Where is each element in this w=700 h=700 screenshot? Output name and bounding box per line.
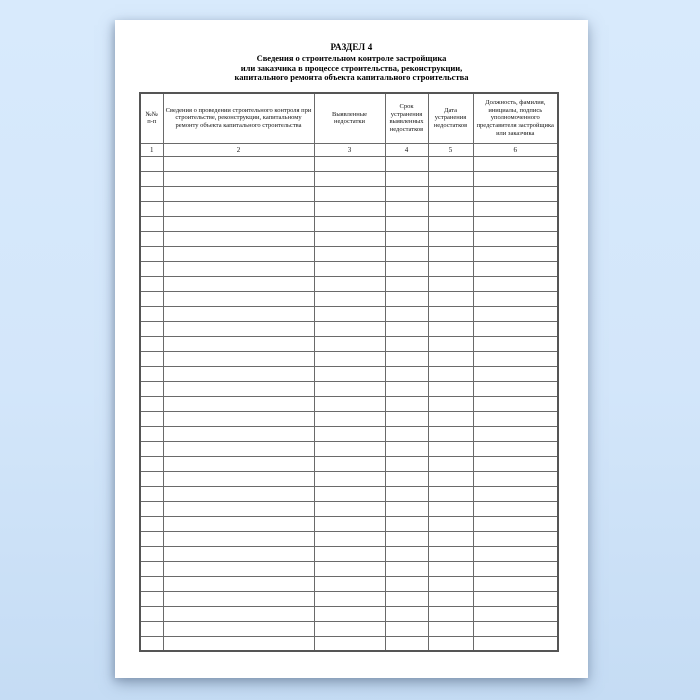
empty-cell-col-4 — [385, 156, 428, 171]
empty-cell-col-4 — [385, 276, 428, 291]
empty-cell-col-6 — [473, 261, 558, 276]
empty-cell-col-1 — [140, 471, 163, 486]
table-row — [140, 591, 558, 606]
empty-cell-col-5 — [428, 546, 473, 561]
table-row — [140, 261, 558, 276]
empty-cell-col-2 — [163, 621, 314, 636]
empty-cell-col-2 — [163, 321, 314, 336]
empty-cell-col-1 — [140, 231, 163, 246]
empty-cell-col-3 — [314, 426, 385, 441]
empty-cell-col-6 — [473, 621, 558, 636]
empty-cell-col-3 — [314, 636, 385, 651]
empty-cell-col-1 — [140, 381, 163, 396]
column-number-4: 4 — [385, 143, 428, 156]
table-row — [140, 636, 558, 651]
empty-cell-col-2 — [163, 441, 314, 456]
column-number-6: 6 — [473, 143, 558, 156]
table-row — [140, 516, 558, 531]
empty-cell-col-6 — [473, 501, 558, 516]
table-row — [140, 276, 558, 291]
empty-cell-col-5 — [428, 246, 473, 261]
empty-cell-col-3 — [314, 531, 385, 546]
empty-cell-col-3 — [314, 216, 385, 231]
empty-cell-col-4 — [385, 411, 428, 426]
table-row — [140, 321, 558, 336]
empty-cell-col-5 — [428, 306, 473, 321]
empty-cell-col-6 — [473, 351, 558, 366]
empty-cell-col-2 — [163, 201, 314, 216]
empty-cell-col-2 — [163, 276, 314, 291]
empty-cell-col-5 — [428, 576, 473, 591]
empty-cell-col-6 — [473, 456, 558, 471]
empty-cell-col-2 — [163, 576, 314, 591]
empty-cell-col-2 — [163, 606, 314, 621]
empty-cell-col-6 — [473, 336, 558, 351]
empty-cell-col-1 — [140, 411, 163, 426]
empty-cell-col-4 — [385, 216, 428, 231]
empty-cell-col-2 — [163, 171, 314, 186]
empty-cell-col-1 — [140, 606, 163, 621]
empty-cell-col-4 — [385, 636, 428, 651]
empty-cell-col-2 — [163, 351, 314, 366]
empty-cell-col-3 — [314, 201, 385, 216]
empty-cell-col-3 — [314, 381, 385, 396]
empty-cell-col-2 — [163, 471, 314, 486]
empty-cell-col-4 — [385, 576, 428, 591]
empty-cell-col-5 — [428, 606, 473, 621]
document-subtitle — [115, 54, 588, 83]
empty-cell-col-5 — [428, 621, 473, 636]
empty-cell-col-5 — [428, 636, 473, 651]
empty-cell-col-1 — [140, 576, 163, 591]
empty-cell-col-6 — [473, 171, 558, 186]
subtitle-line: Сведения о строительном контроле застройщика — [256, 53, 447, 63]
empty-cell-col-1 — [140, 396, 163, 411]
empty-cell-col-2 — [163, 381, 314, 396]
empty-cell-col-3 — [314, 321, 385, 336]
empty-cell-col-2 — [163, 516, 314, 531]
table-row — [140, 471, 558, 486]
empty-cell-col-3 — [314, 186, 385, 201]
table-row — [140, 336, 558, 351]
column-number-3: 3 — [314, 143, 385, 156]
empty-cell-col-5 — [428, 276, 473, 291]
empty-cell-col-1 — [140, 456, 163, 471]
empty-cell-col-5 — [428, 441, 473, 456]
empty-cell-col-5 — [428, 591, 473, 606]
empty-cell-col-1 — [140, 546, 163, 561]
table-header-row — [140, 93, 558, 143]
empty-cell-col-5 — [428, 426, 473, 441]
empty-cell-col-1 — [140, 321, 163, 336]
empty-cell-col-1 — [140, 636, 163, 651]
empty-cell-col-4 — [385, 591, 428, 606]
empty-cell-col-1 — [140, 186, 163, 201]
empty-cell-col-1 — [140, 531, 163, 546]
table-row — [140, 381, 558, 396]
table-row — [140, 216, 558, 231]
empty-cell-col-2 — [163, 411, 314, 426]
table-row — [140, 156, 558, 171]
empty-cell-col-3 — [314, 456, 385, 471]
empty-cell-col-5 — [428, 156, 473, 171]
empty-cell-col-2 — [163, 261, 314, 276]
column-header-1: №№ п-п — [140, 93, 163, 143]
empty-cell-col-3 — [314, 261, 385, 276]
table-row — [140, 606, 558, 621]
empty-cell-col-5 — [428, 336, 473, 351]
empty-cell-col-6 — [473, 546, 558, 561]
subtitle-line: или заказчика в процессе строительства, реконструкции, — [240, 62, 463, 73]
empty-cell-col-6 — [473, 486, 558, 501]
empty-cell-col-5 — [428, 186, 473, 201]
subtitle-line: капитального ремонта объекта капитального строительства — [234, 72, 469, 82]
empty-cell-col-1 — [140, 246, 163, 261]
empty-cell-col-6 — [473, 306, 558, 321]
table-row — [140, 501, 558, 516]
empty-cell-col-4 — [385, 246, 428, 261]
empty-cell-col-4 — [385, 441, 428, 456]
empty-cell-col-2 — [163, 501, 314, 516]
empty-cell-col-1 — [140, 366, 163, 381]
table-row — [140, 531, 558, 546]
empty-cell-col-5 — [428, 351, 473, 366]
empty-cell-col-5 — [428, 411, 473, 426]
empty-cell-col-3 — [314, 441, 385, 456]
column-number-2: 2 — [163, 143, 314, 156]
table-row — [140, 396, 558, 411]
empty-cell-col-3 — [314, 246, 385, 261]
empty-cell-col-6 — [473, 186, 558, 201]
empty-cell-col-6 — [473, 441, 558, 456]
empty-cell-col-5 — [428, 501, 473, 516]
empty-cell-col-6 — [473, 231, 558, 246]
empty-cell-col-1 — [140, 276, 163, 291]
empty-cell-col-6 — [473, 606, 558, 621]
empty-cell-col-4 — [385, 396, 428, 411]
empty-cell-col-2 — [163, 306, 314, 321]
empty-cell-col-3 — [314, 336, 385, 351]
empty-cell-col-2 — [163, 561, 314, 576]
column-numbering-row — [140, 143, 558, 156]
empty-cell-col-4 — [385, 231, 428, 246]
empty-cell-col-2 — [163, 186, 314, 201]
empty-cell-col-4 — [385, 381, 428, 396]
table-row — [140, 306, 558, 321]
table-row — [140, 561, 558, 576]
empty-cell-col-1 — [140, 171, 163, 186]
empty-cell-col-3 — [314, 591, 385, 606]
empty-cell-col-6 — [473, 471, 558, 486]
empty-cell-col-4 — [385, 501, 428, 516]
empty-cell-col-3 — [314, 276, 385, 291]
table-body — [140, 93, 558, 651]
empty-cell-col-6 — [473, 321, 558, 336]
empty-cell-col-3 — [314, 546, 385, 561]
table-row — [140, 546, 558, 561]
empty-cell-col-2 — [163, 246, 314, 261]
empty-cell-col-4 — [385, 321, 428, 336]
empty-cell-col-4 — [385, 471, 428, 486]
empty-cell-col-6 — [473, 276, 558, 291]
document-page — [115, 20, 588, 678]
table-row — [140, 246, 558, 261]
empty-cell-col-5 — [428, 366, 473, 381]
empty-cell-col-6 — [473, 156, 558, 171]
empty-cell-col-1 — [140, 351, 163, 366]
empty-cell-col-3 — [314, 306, 385, 321]
empty-cell-col-6 — [473, 396, 558, 411]
empty-cell-col-5 — [428, 531, 473, 546]
empty-cell-col-5 — [428, 171, 473, 186]
empty-cell-col-1 — [140, 306, 163, 321]
empty-cell-col-4 — [385, 426, 428, 441]
empty-cell-col-1 — [140, 621, 163, 636]
table-row — [140, 576, 558, 591]
empty-cell-col-2 — [163, 231, 314, 246]
empty-cell-col-6 — [473, 591, 558, 606]
column-header-5: Дата устранения недостатков — [428, 93, 473, 143]
empty-cell-col-3 — [314, 171, 385, 186]
column-header-6: Должность, фамилия, инициалы, подпись уполномоченного представителя застройщика или заказчика — [473, 93, 558, 143]
empty-cell-col-5 — [428, 561, 473, 576]
empty-cell-col-5 — [428, 231, 473, 246]
empty-cell-col-6 — [473, 201, 558, 216]
empty-cell-col-6 — [473, 366, 558, 381]
empty-cell-col-3 — [314, 351, 385, 366]
empty-cell-col-1 — [140, 156, 163, 171]
empty-cell-col-6 — [473, 516, 558, 531]
column-header-4: Срок устранения выявленных недостатков — [385, 93, 428, 143]
empty-cell-col-2 — [163, 426, 314, 441]
empty-cell-col-3 — [314, 231, 385, 246]
empty-cell-col-4 — [385, 546, 428, 561]
empty-cell-col-2 — [163, 531, 314, 546]
empty-cell-col-4 — [385, 336, 428, 351]
empty-cell-col-6 — [473, 426, 558, 441]
table-row — [140, 201, 558, 216]
empty-cell-col-3 — [314, 291, 385, 306]
empty-cell-col-5 — [428, 396, 473, 411]
empty-cell-col-5 — [428, 456, 473, 471]
empty-cell-col-4 — [385, 306, 428, 321]
table-row — [140, 186, 558, 201]
empty-cell-col-6 — [473, 576, 558, 591]
empty-cell-col-3 — [314, 471, 385, 486]
empty-cell-col-2 — [163, 336, 314, 351]
column-number-1: 1 — [140, 143, 163, 156]
empty-cell-col-1 — [140, 441, 163, 456]
empty-cell-col-6 — [473, 561, 558, 576]
empty-cell-col-4 — [385, 186, 428, 201]
empty-cell-col-4 — [385, 516, 428, 531]
empty-cell-col-5 — [428, 471, 473, 486]
empty-cell-col-4 — [385, 261, 428, 276]
empty-cell-col-4 — [385, 621, 428, 636]
table-row — [140, 411, 558, 426]
empty-cell-col-4 — [385, 351, 428, 366]
empty-cell-col-4 — [385, 201, 428, 216]
empty-cell-col-3 — [314, 561, 385, 576]
empty-cell-col-4 — [385, 531, 428, 546]
empty-cell-col-1 — [140, 336, 163, 351]
table-row — [140, 486, 558, 501]
empty-cell-col-1 — [140, 501, 163, 516]
empty-cell-col-5 — [428, 321, 473, 336]
empty-cell-col-5 — [428, 516, 473, 531]
empty-cell-col-1 — [140, 426, 163, 441]
empty-cell-col-6 — [473, 636, 558, 651]
empty-cell-col-3 — [314, 156, 385, 171]
empty-cell-col-5 — [428, 216, 473, 231]
empty-cell-col-2 — [163, 486, 314, 501]
empty-cell-col-6 — [473, 246, 558, 261]
empty-cell-col-6 — [473, 216, 558, 231]
empty-cell-col-4 — [385, 366, 428, 381]
empty-cell-col-3 — [314, 516, 385, 531]
table-row — [140, 231, 558, 246]
empty-cell-col-3 — [314, 606, 385, 621]
empty-cell-col-6 — [473, 291, 558, 306]
empty-cell-col-2 — [163, 156, 314, 171]
empty-cell-col-3 — [314, 621, 385, 636]
empty-cell-col-1 — [140, 516, 163, 531]
empty-cell-col-2 — [163, 456, 314, 471]
empty-cell-col-2 — [163, 636, 314, 651]
empty-cell-col-1 — [140, 291, 163, 306]
empty-cell-col-2 — [163, 216, 314, 231]
empty-cell-col-1 — [140, 216, 163, 231]
empty-cell-col-6 — [473, 381, 558, 396]
empty-cell-col-2 — [163, 546, 314, 561]
table-row — [140, 291, 558, 306]
empty-cell-col-1 — [140, 486, 163, 501]
empty-cell-col-2 — [163, 591, 314, 606]
empty-cell-col-2 — [163, 366, 314, 381]
table-row — [140, 426, 558, 441]
empty-cell-col-5 — [428, 261, 473, 276]
table-row — [140, 441, 558, 456]
empty-cell-col-4 — [385, 291, 428, 306]
empty-cell-col-5 — [428, 201, 473, 216]
empty-cell-col-3 — [314, 411, 385, 426]
table-row — [140, 621, 558, 636]
empty-cell-col-4 — [385, 456, 428, 471]
empty-cell-col-4 — [385, 171, 428, 186]
table-row — [140, 171, 558, 186]
empty-cell-col-3 — [314, 501, 385, 516]
empty-cell-col-5 — [428, 486, 473, 501]
empty-cell-col-1 — [140, 591, 163, 606]
empty-cell-col-4 — [385, 486, 428, 501]
control-records-table — [139, 92, 559, 652]
empty-cell-col-6 — [473, 531, 558, 546]
empty-cell-col-5 — [428, 291, 473, 306]
column-number-5: 5 — [428, 143, 473, 156]
empty-cell-col-3 — [314, 486, 385, 501]
table-row — [140, 456, 558, 471]
column-header-2: Сведения о проведении строительного контроля при строительстве, реконструкции, капитальному ремонту объекта капитального строительства — [163, 93, 314, 143]
empty-cell-col-3 — [314, 366, 385, 381]
empty-cell-col-1 — [140, 561, 163, 576]
empty-cell-col-5 — [428, 381, 473, 396]
empty-cell-col-1 — [140, 201, 163, 216]
column-header-3: Выявленные недостатки — [314, 93, 385, 143]
empty-cell-col-2 — [163, 291, 314, 306]
empty-cell-col-3 — [314, 396, 385, 411]
empty-cell-col-4 — [385, 561, 428, 576]
empty-cell-col-1 — [140, 261, 163, 276]
empty-cell-col-3 — [314, 576, 385, 591]
table-row — [140, 366, 558, 381]
empty-cell-col-2 — [163, 396, 314, 411]
table-row — [140, 351, 558, 366]
section-title: РАЗДЕЛ 4 — [330, 42, 373, 52]
empty-cell-col-6 — [473, 411, 558, 426]
empty-cell-col-4 — [385, 606, 428, 621]
